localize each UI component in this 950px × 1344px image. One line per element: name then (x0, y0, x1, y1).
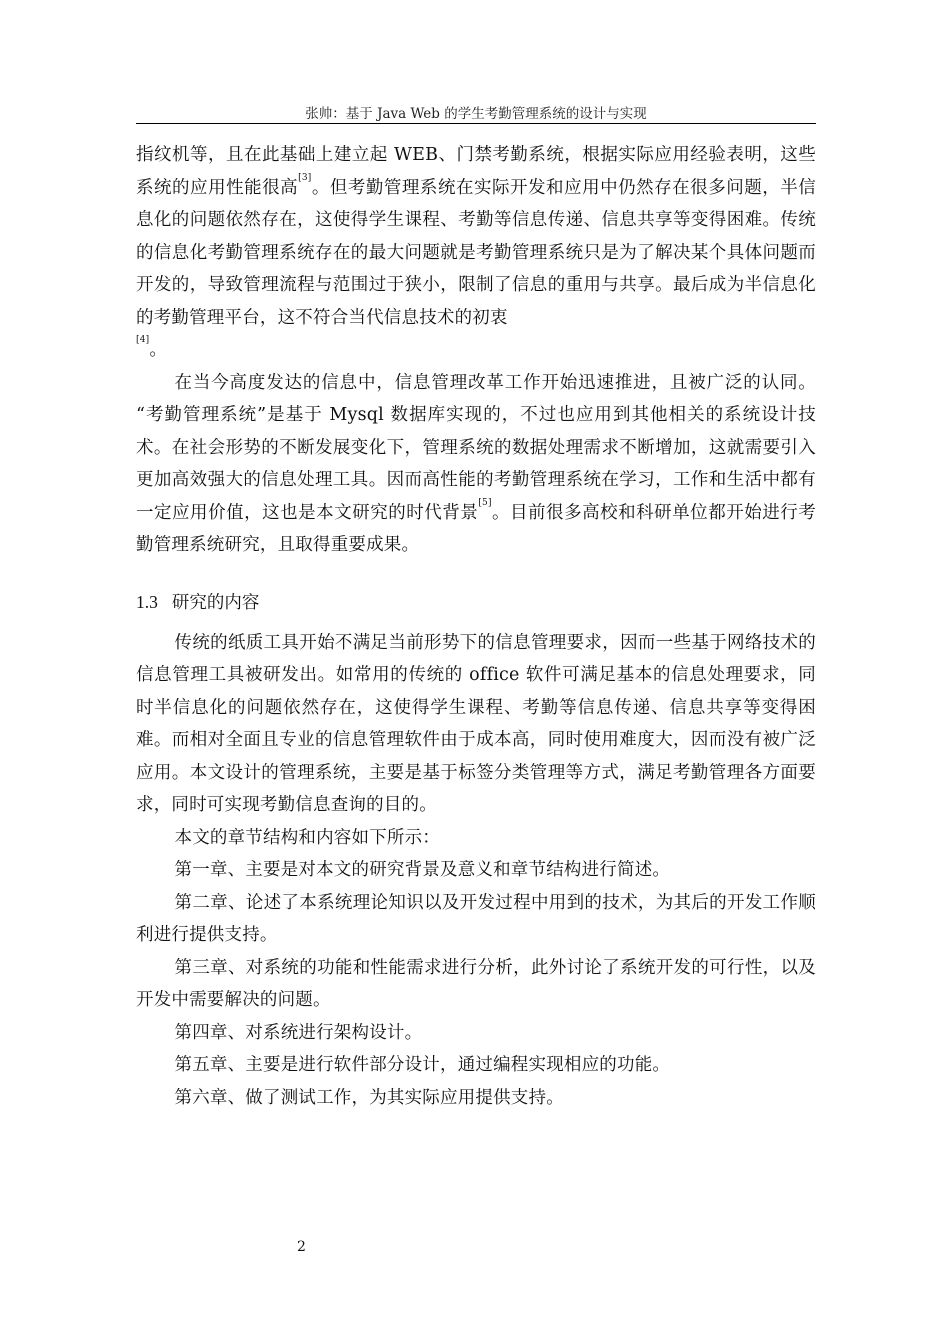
section-title: 研究的内容 (171, 592, 260, 613)
paragraph-1 (136, 139, 816, 367)
paragraph-2-text-b: 。目前很多高校和科研单位都开始进行考勤管理系统研究，且取得重要成果。 (136, 502, 816, 555)
paragraph-2 (136, 367, 816, 562)
citation-4: [4] (136, 335, 150, 345)
section-paragraph-1: 传统的纸质工具开始不满足当前形势下的信息管理要求，因而一些基于网络技术的信息管理工具被研发出。如常用的传统的 office 软件可满足基本的信息处理要求，同时半信息化的问题依然存在，这使得学生课程、考勤等信息传递、信息共享等变得困难。而相对全面且专业的信息管理软件由于成本高，同时使用难度大，因而没有被广泛应用。本文设计的管理系统，主要是基于标签分类管理等方式，满足考勤管理各方面要求，同时可实现考勤信息查询的目的。 (136, 632, 816, 815)
header-rule (136, 123, 816, 124)
citation-3: [3] (298, 172, 312, 183)
paragraph-1-text-b: 。但考勤管理系统在实际开发和应用中仍然存在很多问题，半信息化的问题依然存在，这使得学生课程、考勤等信息传递、信息共享等变得困难。传统的信息化考勤管理系统存在的最大问题就是考勤管理系统只是为了解决某个具体问题而开发的，导致管理流程与范围过于狭小，限制了信息的重用与共享。最后成为半信息化的考勤管理平台，这不符合当代信息技术的初衷 (136, 177, 816, 328)
chapter-item-2: 第二章、论述了本系统理论知识以及开发过程中用到的技术，为其后的开发工作顺利进行提供支持。 (136, 892, 816, 945)
chapter-item-1: 第一章、主要是对本文的研究背景及意义和章节结构进行简述。 (174, 860, 671, 880)
chapter-item-6: 第六章、做了测试工作，为其实际应用提供支持。 (174, 1087, 564, 1108)
running-header: 张帅：基于 Java Web 的学生考勤管理系统的设计与实现 (305, 106, 647, 122)
chapter-item-5: 第五章、主要是进行软件部分设计，通过编程实现相应的功能。 (174, 1055, 671, 1075)
citation-5: [5] (478, 497, 492, 508)
paragraph-2-text-a: 在当今高度发达的信息中，信息管理改革工作开始迅速推进，且被广泛的认同。 “考勤管理系统”是基于 Mysql 数据库实现的，不过也应用到其他相关的系统设计技术。在社会形势的不断发展变化下，管理系统的数据处理需求不断增加，这就需要引入更加高效强大的信息处理工具。因而高性能的考勤管理系统在学习，工作和生活中都有一定应用价值，这也是本文研究的时代背景 (136, 372, 816, 523)
page-number: 2 (297, 1239, 306, 1255)
section-number: 1.3 (136, 591, 158, 612)
section-paragraph-2: 本文的章节结构和内容如下所示： (174, 827, 440, 848)
page-body (136, 139, 816, 1114)
section-heading (136, 586, 816, 619)
paragraph-1-text-a: 指纹机等，且在此基础上建立起 WEB、门禁考勤系统，根据实际应用经验表明，这些系统的应用性能很高 (136, 145, 816, 198)
chapter-item-4: 第四章、对系统进行架构设计。 (174, 1022, 423, 1043)
paragraph-1-text-c: 。 (149, 340, 168, 360)
chapter-item-3: 第三章、对系统的功能和性能需求进行分析，此外讨论了系统开发的可行性，以及开发中需要解决的问题。 (136, 957, 816, 1010)
